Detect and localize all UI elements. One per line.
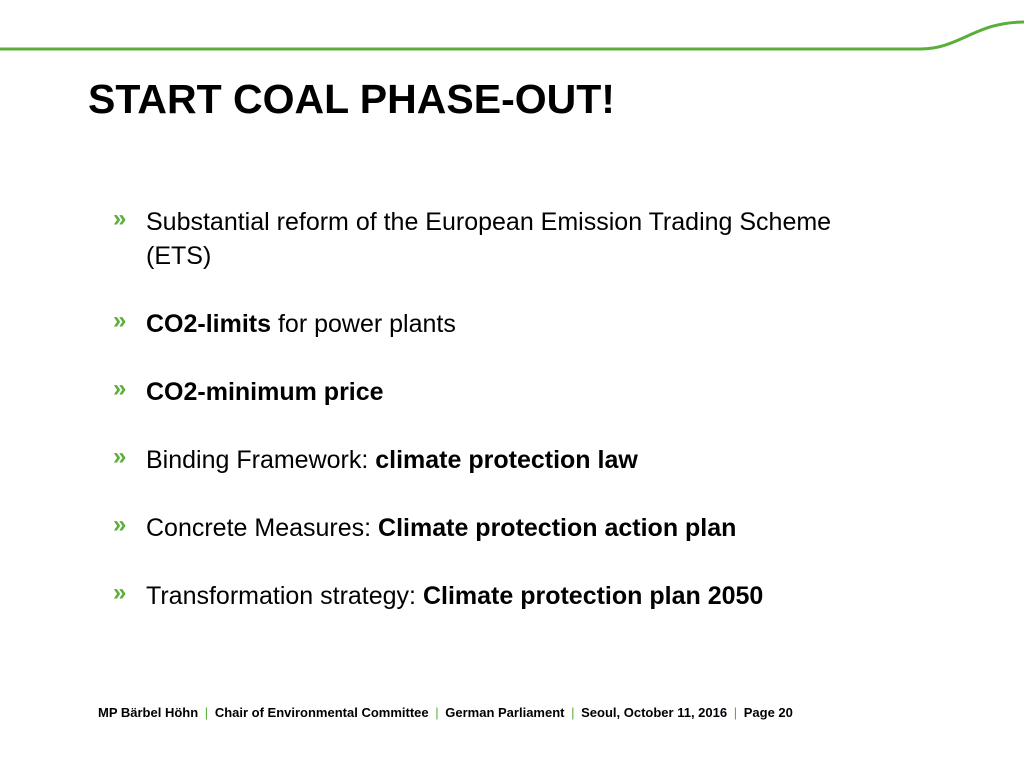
footer — [98, 705, 793, 720]
bullet-bold-text: CO2-minimum price — [146, 378, 384, 406]
top-decorative-line — [0, 0, 1024, 60]
bullet-item — [113, 511, 853, 545]
bullet-bold-text: Climate protection action plan — [378, 514, 737, 542]
bullet-item — [113, 443, 853, 477]
footer-author: MP Bärbel Höhn — [98, 705, 199, 720]
bullet-marker-icon: » — [113, 205, 127, 232]
footer-location-date: Seoul, October 11, 2016 — [581, 705, 728, 720]
bullet-item — [113, 375, 853, 409]
bullet-text: Transformation strategy: — [146, 582, 423, 610]
bullet-item — [113, 205, 853, 273]
bullet-marker-icon: » — [113, 443, 127, 470]
footer-organization: German Parliament — [445, 705, 565, 720]
bullet-marker-icon: » — [113, 375, 127, 402]
bullet-text: for power plants — [271, 310, 456, 338]
bullet-item — [113, 579, 853, 613]
bullet-text: Binding Framework: — [146, 446, 376, 474]
footer-separator: | — [733, 705, 738, 720]
bullet-marker-icon: » — [113, 511, 127, 538]
bullet-marker-icon: » — [113, 579, 127, 606]
bullet-bold-text: Climate protection plan 2050 — [422, 582, 764, 610]
slide-title: START COAL PHASE-OUT! — [88, 76, 615, 122]
bullet-bold-text: CO2-limits — [146, 310, 272, 338]
bullet-marker-icon: » — [113, 307, 127, 334]
bullet-item — [113, 307, 853, 341]
footer-separator: | — [204, 705, 209, 720]
footer-separator: | — [435, 705, 439, 720]
footer-page-number: Page 20 — [743, 705, 793, 720]
bullet-bold-text: climate protection law — [375, 446, 638, 474]
bullet-text: Concrete Measures: — [146, 514, 379, 542]
bullet-list — [113, 205, 853, 647]
footer-separator: | — [571, 705, 575, 720]
green-swoosh-line — [0, 22, 1024, 49]
bullet-text: Substantial reform of the European Emission Trading Scheme (ETS) — [146, 208, 832, 270]
footer-role: Chair of Environmental Committee — [214, 705, 429, 720]
